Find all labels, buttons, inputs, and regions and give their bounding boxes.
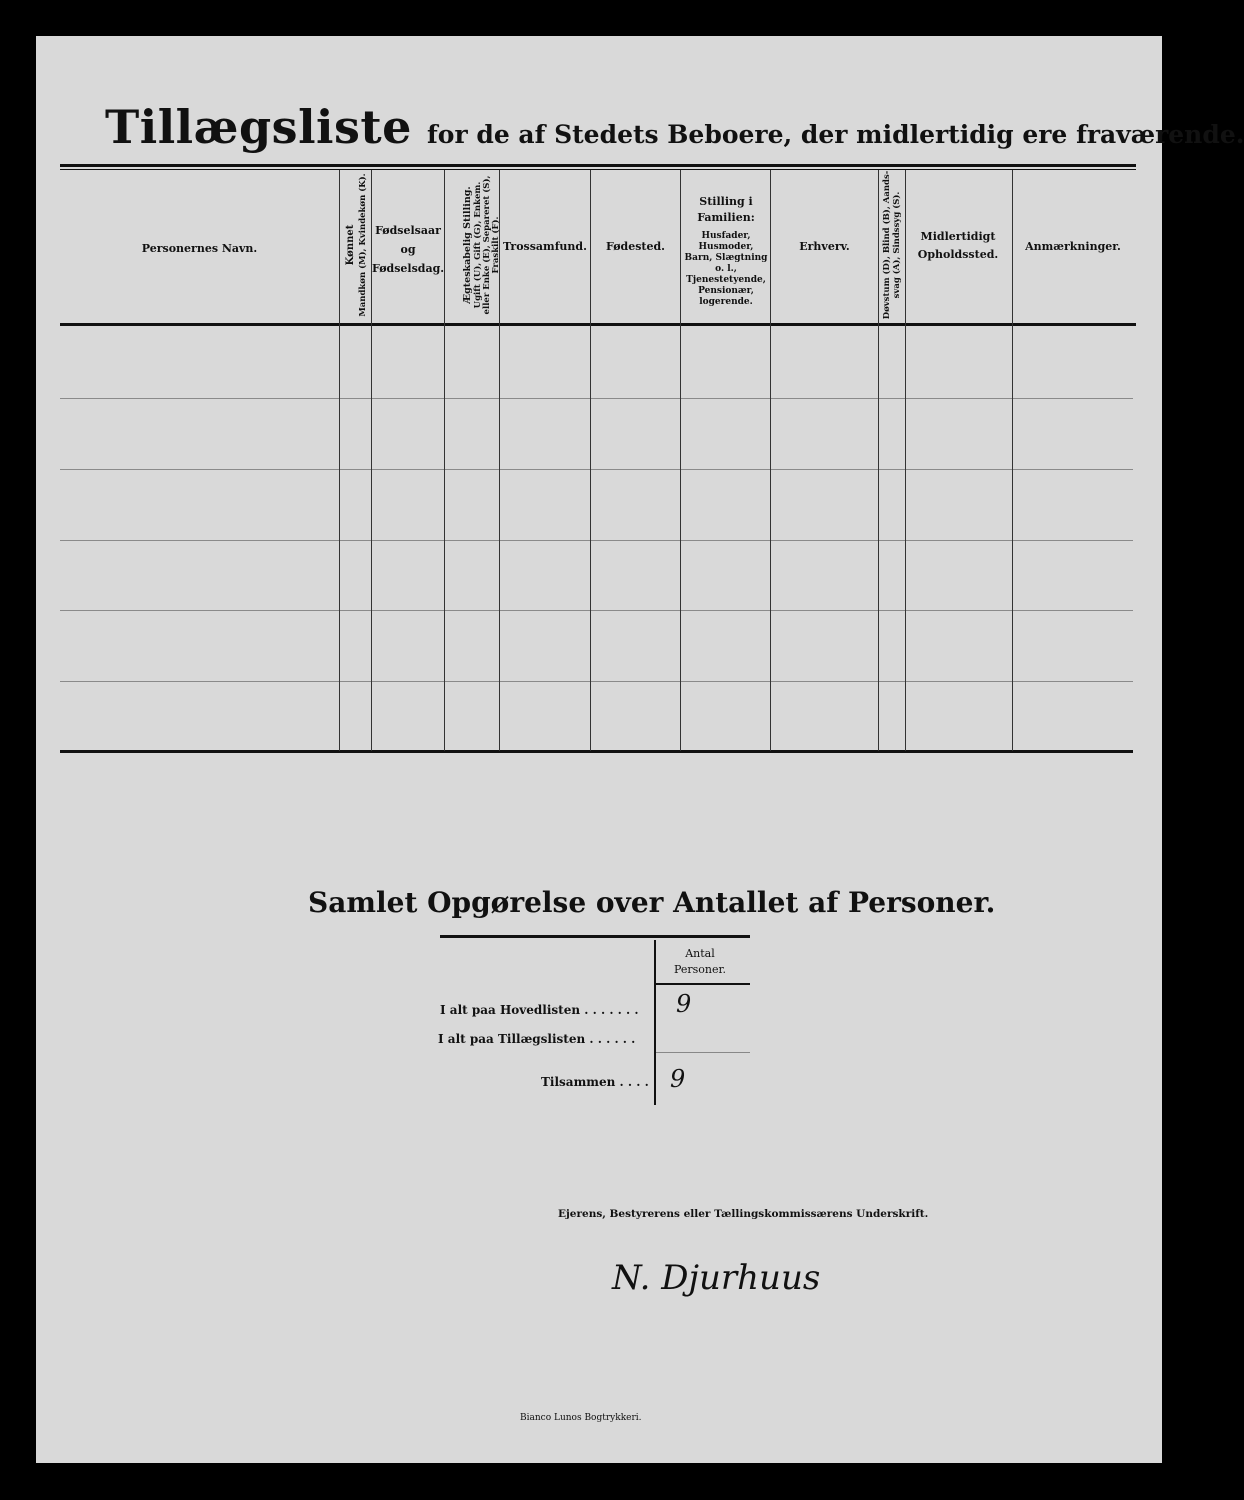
column-divider xyxy=(590,170,591,751)
row-divider xyxy=(60,469,1133,470)
col-header-family: Stilling i Familien: xyxy=(697,195,755,224)
column-divider xyxy=(339,170,340,751)
summary-row-label: I alt paa Hovedlisten . . . . . . . xyxy=(440,1003,639,1017)
page-title xyxy=(105,100,1244,154)
col-header-disability: Døvstum (D), Blind (B), Aands- xyxy=(882,170,892,320)
col-header-birthplace: Fødested. xyxy=(605,240,666,253)
column-divider xyxy=(444,170,445,751)
col-header-sex-detail: Mandkøn (M), Kvindekøn (K). xyxy=(358,173,368,317)
col-header-civil: Ægteskabelig Stilling. xyxy=(462,186,473,304)
col-header-civil-line3: eller Enke (E), Separeret (S), xyxy=(482,175,492,315)
row-divider xyxy=(60,540,1133,541)
summary-row-value: 9 xyxy=(670,1065,686,1093)
table-top-rule-thin xyxy=(60,169,1136,170)
col-header-sex: Kønnet xyxy=(345,224,356,266)
col-header-name: Personernes Navn. xyxy=(141,242,258,255)
summary-row-value: 9 xyxy=(676,990,692,1018)
signature: N. Djurhuus xyxy=(612,1258,821,1298)
col-header-remarks: Anmærkninger. xyxy=(1025,240,1121,253)
summary-col-header: Antal Personer. xyxy=(673,947,727,976)
col-header-residence: Midlertidigt Opholdssted. xyxy=(917,230,999,261)
col-header-birth: Fødselsaar og Fødselsdag. xyxy=(372,224,445,275)
signature-label: Ejerens, Bestyrerens eller Tællingskommissærens Underskrift. xyxy=(558,1208,929,1220)
column-divider xyxy=(680,170,681,751)
row-divider xyxy=(60,610,1133,611)
printer-imprint: Bianco Lunos Bogtrykkeri. xyxy=(520,1413,642,1423)
row-divider xyxy=(60,398,1133,399)
summary-sum-rule xyxy=(656,1052,750,1053)
column-divider xyxy=(905,170,906,751)
summary-top-rule xyxy=(440,935,750,938)
col-header-civil-line2: Ugift (U), Gift (G), Enkem. xyxy=(473,181,483,309)
col-header-faith: Trossamfund. xyxy=(503,240,587,253)
summary-row-label: I alt paa Tillægslisten . . . . . . xyxy=(438,1032,636,1046)
summary-row-label: Tilsammen . . . . xyxy=(541,1075,649,1089)
title-subtitle xyxy=(427,120,1244,149)
table-bottom-rule xyxy=(60,750,1133,753)
column-divider xyxy=(878,170,879,751)
header-bottom-rule xyxy=(60,323,1136,326)
row-divider xyxy=(60,681,1133,682)
summary-title: Samlet Opgørelse over Antallet af Personer. xyxy=(308,886,996,919)
col-header-disability-line2: svag (A), Sindssyg (S). xyxy=(892,191,902,299)
column-divider xyxy=(1012,170,1013,751)
column-divider xyxy=(770,170,771,751)
summary-divider xyxy=(654,940,656,1105)
title-emphasis: fraværende. xyxy=(1076,120,1244,149)
col-header-family-detail: Husfader, Husmoder, Barn, Slægtning o. l., Tjenestetyende, Pensionær, logerende. xyxy=(684,231,768,307)
summary-header-rule xyxy=(656,983,750,985)
table-top-rule xyxy=(60,164,1136,167)
col-header-civil-line4: Fraskilt (F). xyxy=(491,216,501,274)
title-main: Tillægsliste xyxy=(105,100,412,154)
col-header-trade: Erhverv. xyxy=(799,240,850,253)
title-rest-text: for de af Stedets Beboere, der midlertidig ere xyxy=(427,120,1068,149)
